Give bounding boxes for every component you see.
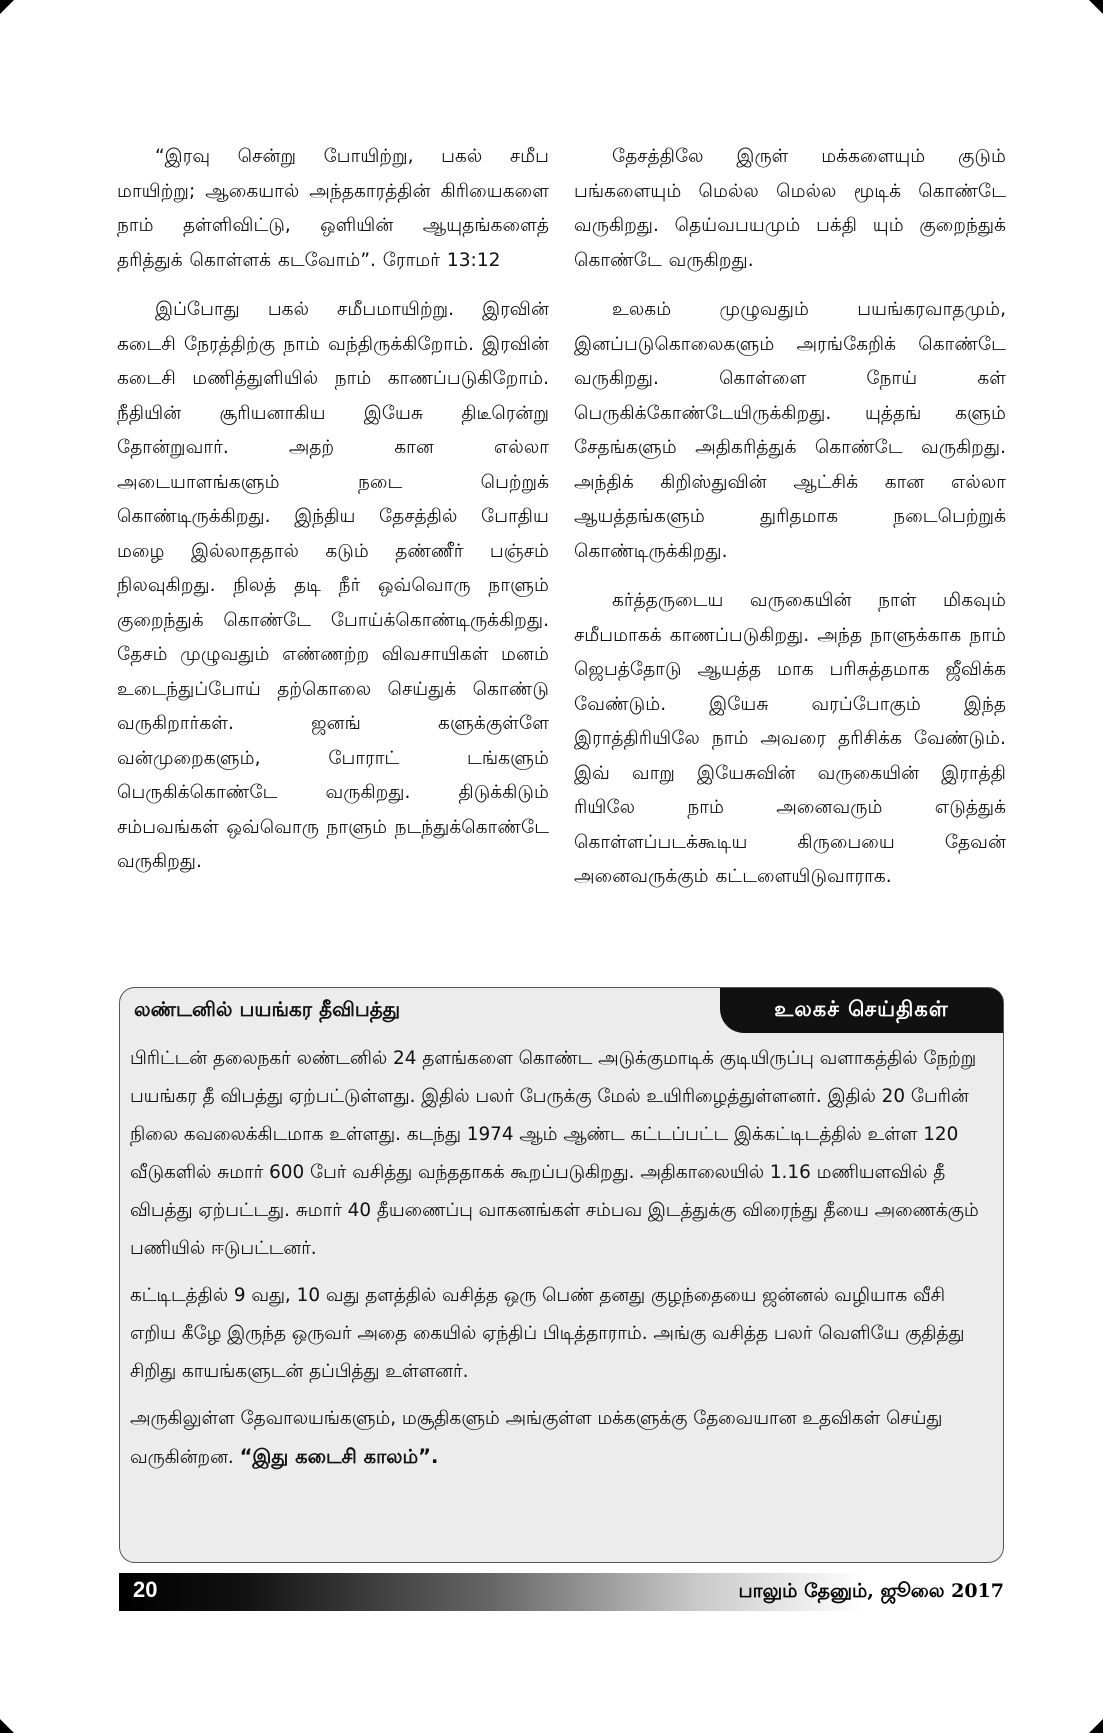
news-paragraph-3-text: அருகிலுள்ள தேவாலயங்களும், மசூதிகளும் அங்குள்ள மக்களுக்கு தேவையான உதவிகள் செய்து வருகின்றன. — [130, 1408, 943, 1468]
footer-bar — [119, 1573, 1004, 1611]
page-corner-bottom-right — [1089, 1719, 1103, 1733]
publication-title: பாலும் தேனும், ஜூலை 2017 — [738, 1580, 1004, 1602]
news-paragraph-2: கட்டிடத்தில் 9 வது, 10 வது தளத்தில் வசித்த ஒரு பெண் தனது குழந்தையை ஜன்னல் வழியாக வீசி எறிய கீழே இருந்த ஒருவர் அதை கையில் ஏந்திப் பிடித்தாராம். அங்கு வசித்த பலர் வெளியே குதித்து சிறிது காயங்களுடன் தப்பித்து உள்ளனர். — [130, 1285, 965, 1382]
right-paragraph-3: கர்த்தருடைய வருகையின் நாள் மிகவும் சமீபமாகக் காணப்படுகிறது. அந்த நாளுக்காக நாம் ஜெபத்தோடு ஆயத்த மாக பரிசுத்தமாக ஜீவிக்க வேண்டும். இயேசு வரப்போகும் இந்த இராத்திரியிலே நாம் அவரை தரிசிக்க வேண்டும். இவ் வாறு இயேசுவின் வருகையின் இராத்தி ரியிலே நாம் அனைவரும் எடுத்துக் கொள்ளப்படக்கூடிய கிருபையை தேவன் அனைவருக்கும் கட்டளையிடுவாராக. — [574, 590, 1006, 887]
left-paragraph-2: இப்போது பகல் சமீபமாயிற்று. இரவின் கடைசி நேரத்திற்கு நாம் வந்திருக்கிறோம். இரவின் கடைசி மணித்துளியில் நாம் காணப்படுகிறோம். நீதியின் சூரியனாகிய இயேசு திடீரென்று தோன்றுவார். அதற் கான எல்லா அடையாளங்களும் நடை பெற்றுக் கொண்டிருக்கிறது. இந்திய தேசத்தில் போதிய மழை இல்லாததால் கடும் தண்ணீர் பஞ்சம் நிலவுகிறது. நிலத் தடி நீர் ஒவ்வொரு நாளும் குறைந்துக் கொண்டே போய்க்கொண்டிருக்கிறது. தேசம் முழுவதும் எண்ணற்ற விவசாயிகள் மனம் உடைந்துப்போய் தற்கொலை செய்துக் கொண்டு வருகிறார்கள். ஜனங் களுக்குள்ளே வன்முறைகளும், போராட் டங்களும் பெருகிக்கொண்டே வருகிறது. திடுக்கிடும் சம்பவங்கள் ஒவ்வொரு நாளும் நடந்துக்கொண்டே வருகிறது. — [117, 299, 549, 872]
news-body — [130, 1040, 980, 1486]
page-number: 20 — [133, 1577, 158, 1602]
world-news-tag: உலகச் செய்திகள் — [720, 988, 1003, 1033]
news-paragraph-3 — [130, 1400, 980, 1477]
page-corner-bottom-left — [0, 1719, 14, 1733]
right-paragraph-2: உலகம் முழுவதும் பயங்கரவாதமும், இனப்படுகொலைகளும் அரங்கேறிக் கொண்டே வருகிறது. கொள்ளை நோய் கள் பெருகிக்கோண்டேயிருக்கிறது. யுத்தங் களும் சேதங்களும் அதிகரித்துக் கொண்டே வருகிறது. அந்திக் கிறிஸ்துவின் ஆட்சிக் கான எல்லா ஆயத்தங்களும் துரிதமாக நடைபெற்றுக் கொண்டிருக்கிறது. — [574, 299, 1006, 562]
page-corner-top-left — [0, 0, 14, 14]
news-headline: லண்டனில் பயங்கர தீவிபத்து — [134, 997, 401, 1021]
world-news-box — [119, 987, 1004, 1563]
scripture-quote: “இரவு சென்று போயிற்று, பகல் சமீப மாயிற்று; ஆகையால் அந்தகாரத்தின் கிரியைகளை நாம் தள்ளிவிட்டு, ஒளியின் ஆயுதங்களைத் தரித்துக் கொள்ளக் கடவோம்”. ரோமர் 13:12 — [117, 146, 549, 271]
news-paragraph-1: பிரிட்டன் தலைநகர் லண்டனில் 24 தளங்களை கொண்ட அடுக்குமாடிக் குடியிருப்பு வளாகத்தில் நேற்று பயங்கர தீ விபத்து ஏற்பட்டுள்ளது. இதில் பலர் பேருக்கு மேல் உயிரிழைத்துள்ளனர். இதில் 20 பேரின் நிலை கவலைக்கிடமாக உள்ளது. கடந்து 1974 ஆம் ஆண்ட கட்டப்பட்ட இக்கட்டிடத்தில் உள்ள 120 வீடுகளில் சுமார் 600 பேர் வசித்து வந்ததாகக் கூறப்படுகிறது. அதிகாலையில் 1.16 மணியளவில் தீ விபத்து ஏற்பட்டது. சுமார் 40 தீயணைப்பு வாகனங்கள் சம்பவ இடத்துக்கு விரைந்து தீயை அணைக்கும் பணியில் ஈடுபட்டனர். — [130, 1048, 979, 1259]
news-emphasis: “இது கடைசி காலம்”. — [239, 1445, 439, 1468]
page-corner-top-right — [1089, 0, 1103, 14]
left-column — [117, 140, 549, 895]
right-paragraph-1: தேசத்திலே இருள் மக்களையும் குடும் பங்களையும் மெல்ல மெல்ல மூடிக் கொண்டே வருகிறது. தெய்வபயமும் பக்தி யும் குறைந்துக் கொண்டே வருகிறது. — [574, 146, 1006, 271]
right-column — [574, 140, 1006, 910]
